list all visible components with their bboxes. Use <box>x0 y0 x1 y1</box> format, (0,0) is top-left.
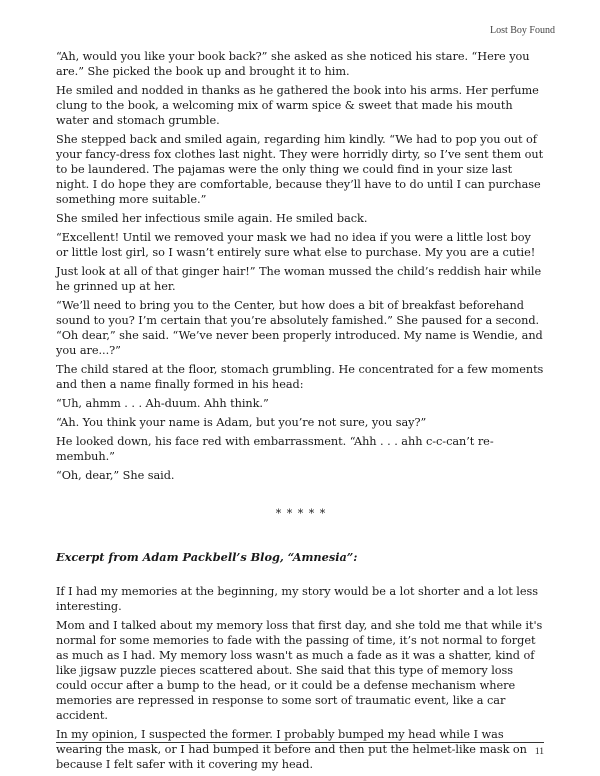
footer-rule <box>56 742 544 743</box>
paragraph: “Excellent! Until we removed your mask we had no idea if you were a little lost boy or little lost girl, so I wasn’t entirely sure what else to purchase. My you are a cutie! <box>56 231 536 259</box>
paragraph: He looked down, his face red with embarrassment. “Ahh . . . ahh c-c-can’t re-membuh.” <box>56 435 494 463</box>
paragraph: Just look at all of that ginger hair!” The woman mussed the child’s reddish hair while he grinned up at her. <box>56 265 542 293</box>
page-body <box>56 49 546 776</box>
paragraph: “Oh, dear,” She said. <box>56 469 175 482</box>
paragraph: “Ah. You think your name is Adam, but you’re not sure, you say?” <box>56 416 427 429</box>
paragraph: “Uh, ahmm . . . Ah-duum. Ahh think.” <box>56 397 269 410</box>
paragraph: She stepped back and smiled again, regarding him kindly. “We had to pop you out of your fancy-dress fox clothes last night. They were horridly dirty, so I’ve sent them out to be laundered. The pajamas were the only thing we could find in your size last night. I do hope they are comfortable, because they’ll have to do until I can purchase something more suitable.” <box>56 133 544 206</box>
paragraph: The child stared at the floor, stomach grumbling. He concentrated for a few moments and then a name finally formed in his head: <box>56 363 544 391</box>
paragraph: She smiled her infectious smile again. He smiled back. <box>56 212 368 225</box>
paragraph: In my opinion, I suspected the former. I probably bumped my head while I was wearing the mask, or I had bumped it before and then put the helmet-like mask on because I felt safer with it covering my head. <box>56 728 527 771</box>
page-number: 11 <box>534 747 544 757</box>
paragraph: “Ah, would you like your book back?” she asked as she noticed his stare. “Here you are.” She picked the book up and brought it to him. <box>56 50 530 78</box>
section-heading: Excerpt from Adam Packbell’s Blog, “Amnesia”: <box>56 550 358 564</box>
running-header: Lost Boy Found <box>489 25 555 36</box>
paragraph: He smiled and nodded in thanks as he gathered the book into his arms. Her perfume clung to the book, a welcoming mix of warm spice & sweet that made his mouth water and stomach grumble. <box>56 84 539 127</box>
paragraph: If I had my memories at the beginning, my story would be a lot shorter and a lot less interesting. <box>56 585 538 613</box>
paragraph: Mom and I talked about my memory loss that first day, and she told me that while it's normal for some memories to fade with the passing of time, it’s not normal to forget as much as I had. My memory loss wasn't as much a fade as it was a shatter, kind of like jigsaw puzzle pieces scattered about. She said that this type of memory loss could occur after a bump to the head, or it could be a defense mechanism where memories are repressed in response to some sort of traumatic event, like a car accident. <box>56 619 543 722</box>
section-separator: * * * * * <box>275 507 327 520</box>
paragraph: “We’ll need to bring you to the Center, but how does a bit of breakfast beforehand sound to you? I’m certain that you’re absolutely famished.” She paused for a second. “Oh dear,” she said. “We’ve never been properly introduced. My name is Wendie, and you are...?” <box>56 299 543 357</box>
